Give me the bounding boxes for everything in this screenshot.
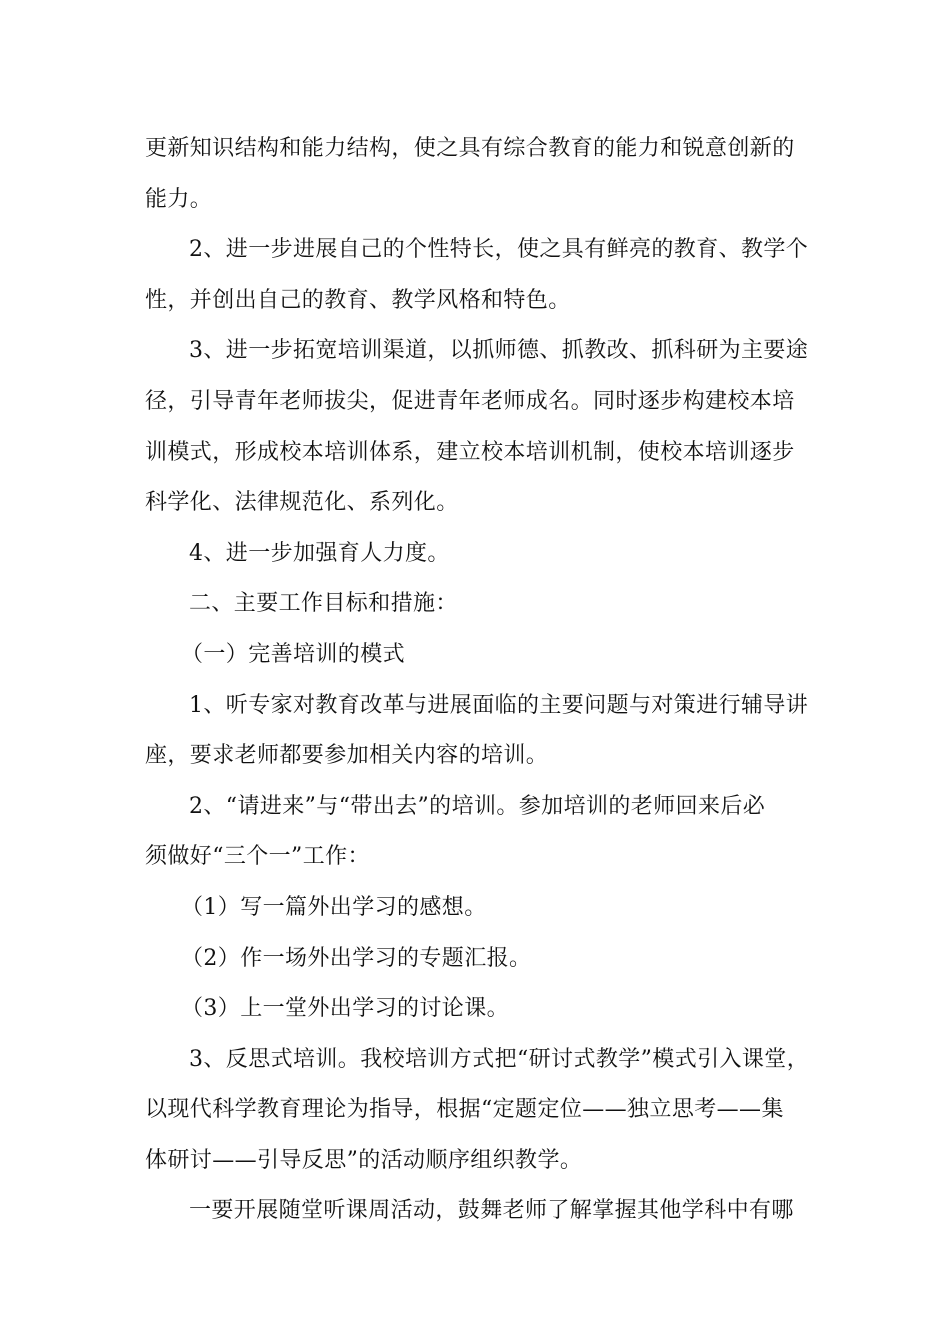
text-line: 2、“请进来”与“带出去”的培训。参加培训的老师回来后必 <box>189 793 766 819</box>
text-line: 一要开展随堂听课周活动，鼓舞老师了解掌握其他学科中有哪 <box>189 1198 794 1224</box>
text-line: 2、进一步进展自己的个性特长，使之具有鲜亮的教育、教学个 <box>189 237 809 263</box>
text-line: 须做好“三个一”工作： <box>145 844 370 870</box>
text-line: 3、反思式培训。我校培训方式把“研讨式教学”模式引入课堂， <box>189 1046 810 1072</box>
list-item: （2）作一场外出学习的专题汇报。 <box>181 945 532 971</box>
text-line: 座，要求老师都要参加相关内容的培训。 <box>145 743 549 769</box>
text-line: 3、进一步拓宽培训渠道，以抓师德、抓教改、抓科研为主要途 <box>189 338 809 364</box>
document-body <box>145 124 810 1237</box>
text-line: 4、进一步加强育人力度。 <box>189 540 450 566</box>
text-line: 体研讨——引导反思”的活动顺序组织教学。 <box>145 1147 583 1173</box>
text-line: 能力。 <box>145 186 213 212</box>
text-line: 性，并创出自己的教育、教学风格和特色。 <box>145 287 571 313</box>
text-line: 更新知识结构和能力结构，使之具有综合教育的能力和锐意创新的 <box>145 136 795 161</box>
text-line: 以现代科学教育理论为指导，根据“定题定位——独立思考——集 <box>145 1097 784 1123</box>
list-item: （3）上一堂外出学习的讨论课。 <box>181 996 509 1022</box>
text-line: 科学化、法律规范化、系列化。 <box>145 490 459 516</box>
text-line: 径，引导青年老师拔尖，促进青年老师成名。同时逐步构建校本培 <box>145 388 795 414</box>
text-line: 1、听专家对教育改革与进展面临的主要问题与对策进行辅导讲 <box>189 692 809 718</box>
text-line: 训模式，形成校本培训体系，建立校本培训机制，使校本培训逐步 <box>145 439 795 465</box>
section-heading: 二、主要工作目标和措施： <box>189 591 458 617</box>
subsection-heading: （一）完善培训的模式 <box>181 641 406 667</box>
list-item: （1）写一篇外出学习的感想。 <box>181 894 487 920</box>
